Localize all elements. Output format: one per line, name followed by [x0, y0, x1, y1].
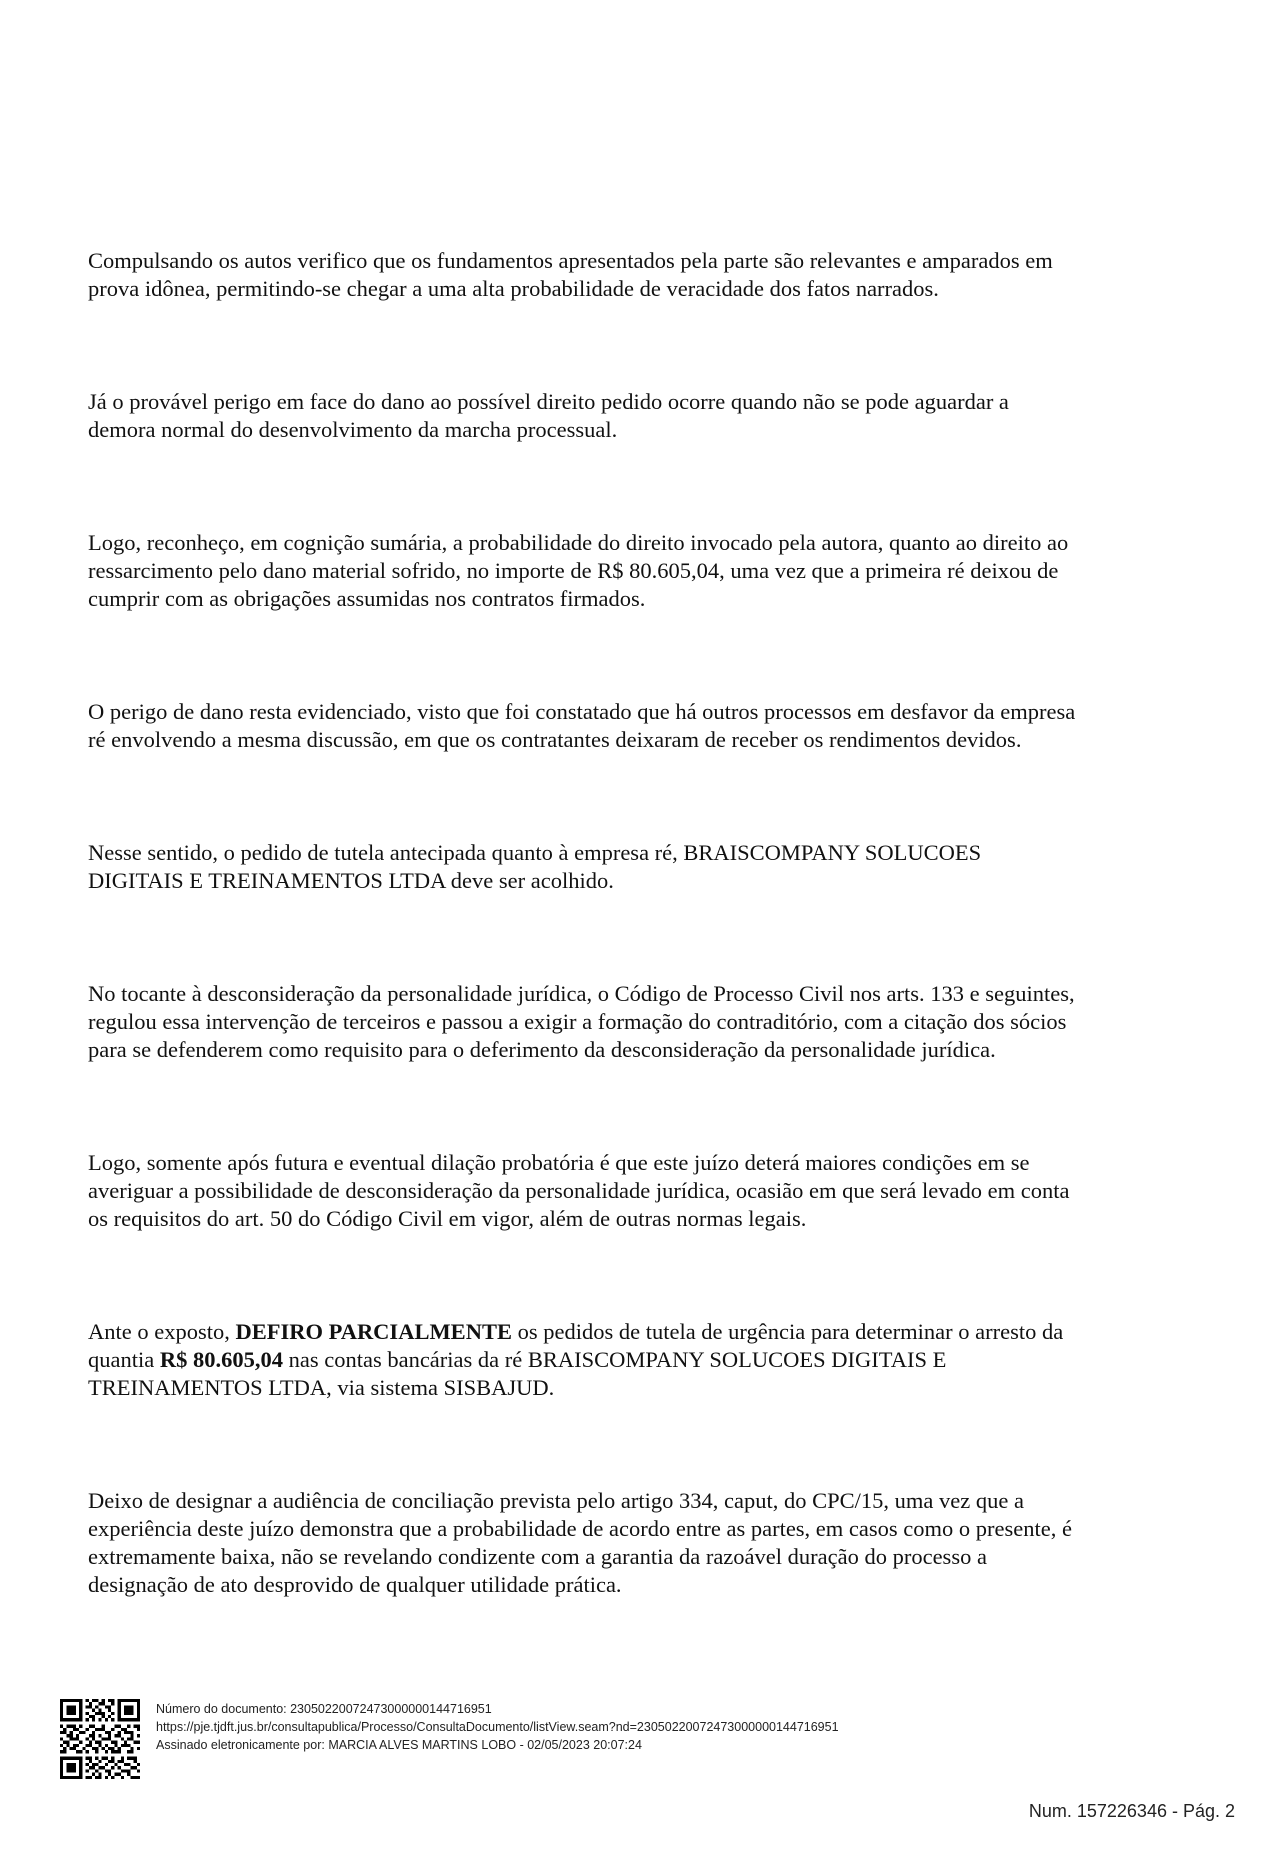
text-line: Já o provável perigo em face do dano ao possível direito pedido ocorre quando não se pode aguardar a	[88, 389, 1009, 414]
text-line: averiguar a possibilidade de desconsideração da personalidade jurídica, ocasião em que será levado em conta	[88, 1178, 1070, 1203]
text-line: Compulsando os autos verifico que os fundamentos apresentados pela parte são relevantes e amparados em	[88, 248, 1053, 273]
text-line: ressarcimento pelo dano material sofrido, no importe de R$ 80.605,04, uma vez que a primeira ré deixou de	[88, 558, 1059, 583]
paragraph	[88, 529, 1200, 613]
text-line: O perigo de dano resta evidenciado, visto que foi constatado que há outros processos em desfavor da empresa	[88, 699, 1076, 724]
paragraph	[88, 247, 1200, 303]
text-line	[88, 1318, 1200, 1346]
text-line: designação de ato desprovido de qualquer utilidade prática.	[88, 1572, 622, 1597]
paragraph	[88, 1149, 1200, 1233]
paragraph	[88, 388, 1200, 444]
text-run: os pedidos de tutela de urgência para determinar o arresto da	[511, 1319, 1064, 1344]
text-line: experiência deste juízo demonstra que a probabilidade de acordo entre as partes, em casos como o presente, é	[88, 1516, 1072, 1541]
page-number: Num. 157226346 - Pág. 2	[1028, 1801, 1235, 1821]
paragraph	[88, 839, 1200, 895]
text-line: No tocante à desconsideração da personalidade jurídica, o Código de Processo Civil nos arts. 133 e seguintes,	[88, 981, 1075, 1006]
text-line: cumprir com as obrigações assumidas nos contratos firmados.	[88, 586, 646, 611]
text-line: prova idônea, permitindo-se chegar a uma alta probabilidade de veracidade dos fatos narrados.	[88, 276, 939, 301]
text-line: regulou essa intervenção de terceiros e passou a exigir a formação do contraditório, com a citação dos sócios	[88, 1009, 1067, 1034]
text-line: extremamente baixa, não se revelando condizente com a garantia da razoável duração do processo a	[88, 1544, 987, 1569]
paragraph	[88, 1487, 1200, 1599]
text-run: quantia	[88, 1347, 160, 1372]
text-line: Deixo de designar a audiência de conciliação prevista pelo artigo 334, caput, do CPC/15, uma vez que a	[88, 1488, 1024, 1513]
signature-metadata	[156, 1700, 839, 1754]
text-line: ré envolvendo a mesma discussão, em que os contratantes deixaram de receber os rendimentos devidos.	[88, 727, 1022, 752]
signature-footer	[60, 1699, 960, 1779]
decision-paragraph	[88, 1318, 1200, 1402]
text-line: Logo, somente após futura e eventual dilação probatória é que este juízo deterá maiores condições em se	[88, 1150, 1030, 1175]
text-line: DIGITAIS E TREINAMENTOS LTDA deve ser acolhido.	[88, 868, 614, 893]
text-run: Ante o exposto,	[88, 1319, 236, 1344]
text-line	[88, 1346, 1200, 1374]
document-number: Número do documento: 23050220072473000000144716951	[156, 1702, 492, 1716]
bold-decision: DEFIRO PARCIALMENTE	[235, 1319, 512, 1344]
text-line: demora normal do desenvolvimento da marcha processual.	[88, 417, 618, 442]
text-line: Logo, reconheço, em cognição sumária, a probabilidade do direito invocado pela autora, quanto ao direito ao	[88, 530, 1069, 555]
text-line: Nesse sentido, o pedido de tutela antecipada quanto à empresa ré, BRAISCOMPANY SOLUCOES	[88, 840, 982, 865]
bold-amount: R$ 80.605,04	[159, 1347, 283, 1372]
paragraph	[88, 698, 1200, 754]
text-line: TREINAMENTOS LTDA, via sistema SISBAJUD.	[88, 1375, 555, 1400]
paragraph	[88, 980, 1200, 1064]
document-url[interactable]: https://pje.tjdft.jus.br/consultapublica/Processo/ConsultaDocumento/listView.seam?nd=23050220072473000000144716951	[156, 1720, 839, 1734]
text-run: nas contas bancárias da ré BRAISCOMPANY SOLUCOES DIGITAIS E	[282, 1347, 947, 1372]
signed-by: Assinado eletronicamente por: MARCIA ALVES MARTINS LOBO - 02/05/2023 20:07:24	[156, 1738, 642, 1752]
text-line: para se defenderem como requisito para o deferimento da desconsideração da personalidade jurídica.	[88, 1037, 996, 1062]
text-line: os requisitos do art. 50 do Código Civil em vigor, além de outras normas legais.	[88, 1206, 807, 1231]
qr-code-icon	[60, 1699, 140, 1779]
